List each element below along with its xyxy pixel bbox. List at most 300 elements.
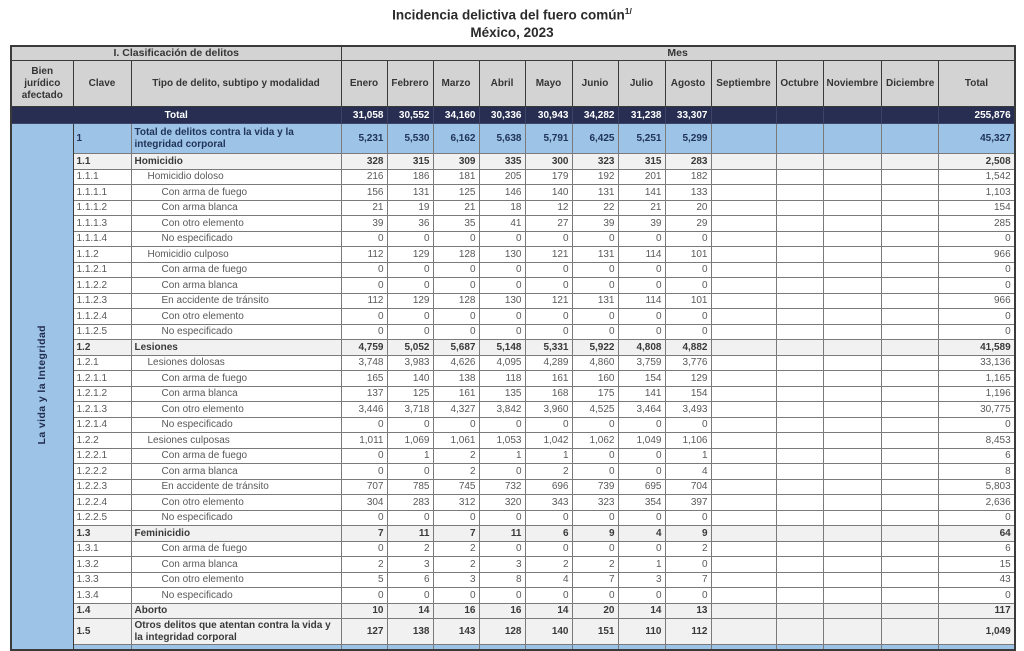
table-row-1.1.2.3 xyxy=(11,293,1015,309)
month-value: 129 xyxy=(665,371,711,387)
month-value: 6,162 xyxy=(433,124,479,154)
table-row-1.1.1 xyxy=(11,169,1015,185)
month-value: 2 xyxy=(433,557,479,573)
month-value xyxy=(776,495,823,511)
table-row-1.2.2.5 xyxy=(11,510,1015,526)
month-value xyxy=(882,603,939,619)
month-value: 127 xyxy=(341,619,387,645)
month-value: 397 xyxy=(665,495,711,511)
month-value: 41 xyxy=(479,216,525,232)
month-value: 354 xyxy=(618,495,665,511)
month-value xyxy=(776,526,823,542)
month-value: 0 xyxy=(433,510,479,526)
month-value xyxy=(882,495,939,511)
month-value: 1 xyxy=(525,448,572,464)
table-row-1.2.1.4 xyxy=(11,417,1015,433)
month-value: 0 xyxy=(618,309,665,325)
month-value: 0 xyxy=(525,588,572,604)
data-cell xyxy=(882,645,939,650)
month-value: 3,464 xyxy=(618,402,665,418)
month-value xyxy=(776,464,823,480)
month-value xyxy=(711,293,776,309)
month-value: 154 xyxy=(618,371,665,387)
row-label: Homicidio culposo xyxy=(131,247,341,263)
row-clave: 1.2.2 xyxy=(73,433,131,449)
month-value xyxy=(711,479,776,495)
month-value: 1,062 xyxy=(572,433,618,449)
month-value: 121 xyxy=(525,293,572,309)
month-value xyxy=(776,293,823,309)
month-value xyxy=(823,340,882,356)
month-value: 0 xyxy=(387,262,433,278)
month-value: 323 xyxy=(572,154,618,170)
row-clave: 1 xyxy=(73,124,131,154)
month-value xyxy=(823,526,882,542)
row-label: Con arma blanca xyxy=(131,386,341,402)
month-value: 0 xyxy=(572,324,618,340)
table-row-1.2 xyxy=(11,340,1015,356)
row-clave: 1.1.1.3 xyxy=(73,216,131,232)
row-label: Con otro elemento xyxy=(131,402,341,418)
month-value: 0 xyxy=(618,510,665,526)
month-value xyxy=(776,200,823,216)
year-total: 0 xyxy=(939,231,1015,247)
month-section-header: Mes xyxy=(341,46,1015,61)
month-value: 9 xyxy=(572,526,618,542)
month-value: 20 xyxy=(665,200,711,216)
month-value: 4 xyxy=(618,526,665,542)
month-value: 335 xyxy=(479,154,525,170)
month-value: 7 xyxy=(572,572,618,588)
data-cell xyxy=(939,645,1015,650)
table-row-1.1.1.1 xyxy=(11,185,1015,201)
month-value: 0 xyxy=(433,231,479,247)
month-value xyxy=(711,619,776,645)
year-total: 0 xyxy=(939,510,1015,526)
data-cell xyxy=(665,645,711,650)
month-value xyxy=(882,216,939,232)
month-value xyxy=(776,448,823,464)
month-value xyxy=(711,495,776,511)
month-value xyxy=(776,154,823,170)
month-value xyxy=(882,309,939,325)
month-value: 0 xyxy=(479,231,525,247)
month-value: 4,327 xyxy=(433,402,479,418)
month-value: 31,058 xyxy=(341,107,387,124)
row-label: Con arma blanca xyxy=(131,200,341,216)
row-label: No especificado xyxy=(131,510,341,526)
month-value: 0 xyxy=(341,231,387,247)
row-clave: 1.3.4 xyxy=(73,588,131,604)
month-value: 0 xyxy=(665,309,711,325)
year-total: 2,508 xyxy=(939,154,1015,170)
month-value: 6,425 xyxy=(572,124,618,154)
month-value: 0 xyxy=(479,262,525,278)
month-value xyxy=(711,262,776,278)
month-value: 5,331 xyxy=(525,340,572,356)
table-row-1.2.1.3 xyxy=(11,402,1015,418)
column-header-12: Octubre xyxy=(776,61,823,107)
month-value: 0 xyxy=(479,324,525,340)
month-value: 5,052 xyxy=(387,340,433,356)
month-value xyxy=(882,185,939,201)
month-value: 0 xyxy=(665,417,711,433)
month-value xyxy=(711,526,776,542)
month-value xyxy=(711,216,776,232)
month-value: 130 xyxy=(479,293,525,309)
month-value: 0 xyxy=(341,541,387,557)
month-value xyxy=(823,619,882,645)
month-value: 110 xyxy=(618,619,665,645)
month-value: 33,307 xyxy=(665,107,711,124)
month-value: 175 xyxy=(572,386,618,402)
month-value: 0 xyxy=(341,510,387,526)
month-value: 131 xyxy=(572,293,618,309)
month-value xyxy=(882,433,939,449)
month-value: 0 xyxy=(433,324,479,340)
year-total: 45,327 xyxy=(939,124,1015,154)
month-value xyxy=(776,541,823,557)
month-value xyxy=(823,433,882,449)
month-value xyxy=(882,371,939,387)
month-value: 315 xyxy=(618,154,665,170)
table-row-1.1.2.2 xyxy=(11,278,1015,294)
month-value: 1,049 xyxy=(618,433,665,449)
table-row-1.3.2 xyxy=(11,557,1015,573)
month-value xyxy=(776,603,823,619)
month-value xyxy=(823,324,882,340)
row-clave: 1.2 xyxy=(73,340,131,356)
month-value: 0 xyxy=(572,231,618,247)
month-value: 138 xyxy=(387,619,433,645)
month-value xyxy=(776,557,823,573)
year-total: 5,803 xyxy=(939,479,1015,495)
month-value: 8 xyxy=(479,572,525,588)
row-clave: 1.2.1.4 xyxy=(73,417,131,433)
month-value: 14 xyxy=(387,603,433,619)
month-value: 6 xyxy=(525,526,572,542)
month-value: 283 xyxy=(665,154,711,170)
month-value: 4,289 xyxy=(525,355,572,371)
year-total: 1,196 xyxy=(939,386,1015,402)
month-value: 128 xyxy=(479,619,525,645)
month-value: 1 xyxy=(618,557,665,573)
month-value: 31,238 xyxy=(618,107,665,124)
month-value: 1,042 xyxy=(525,433,572,449)
month-value xyxy=(776,324,823,340)
year-total: 0 xyxy=(939,309,1015,325)
month-value: 0 xyxy=(618,278,665,294)
month-value: 4,759 xyxy=(341,340,387,356)
month-value xyxy=(776,572,823,588)
row-clave: 1.1 xyxy=(73,154,131,170)
month-value: 304 xyxy=(341,495,387,511)
month-value: 16 xyxy=(479,603,525,619)
month-value xyxy=(776,247,823,263)
month-value xyxy=(882,619,939,645)
month-value: 7 xyxy=(341,526,387,542)
month-value: 186 xyxy=(387,169,433,185)
row-label: Aborto xyxy=(131,603,341,619)
month-value: 140 xyxy=(525,185,572,201)
column-header-7: Mayo xyxy=(525,61,572,107)
month-value: 5,638 xyxy=(479,124,525,154)
page-subtitle: México, 2023 xyxy=(470,24,554,40)
row-clave: 1.2.2.3 xyxy=(73,479,131,495)
month-value xyxy=(882,262,939,278)
table-row-1.2.2.4 xyxy=(11,495,1015,511)
table-row-1.3.4 xyxy=(11,588,1015,604)
month-value: 140 xyxy=(387,371,433,387)
year-total: 41,589 xyxy=(939,340,1015,356)
month-value: 7 xyxy=(665,572,711,588)
month-value: 216 xyxy=(341,169,387,185)
month-value: 0 xyxy=(618,541,665,557)
month-value xyxy=(882,247,939,263)
column-header-9: Julio xyxy=(618,61,665,107)
month-value: 1,053 xyxy=(479,433,525,449)
month-value: 125 xyxy=(387,386,433,402)
month-value: 179 xyxy=(525,169,572,185)
month-value xyxy=(776,510,823,526)
data-cell xyxy=(711,645,776,650)
month-value: 0 xyxy=(387,417,433,433)
month-value xyxy=(823,262,882,278)
month-value xyxy=(711,464,776,480)
month-value: 20 xyxy=(572,603,618,619)
month-value: 141 xyxy=(618,386,665,402)
row-label: Con arma de fuego xyxy=(131,185,341,201)
month-value: 140 xyxy=(525,619,572,645)
month-value: 3,960 xyxy=(525,402,572,418)
row-label: Homicidio doloso xyxy=(131,169,341,185)
row-clave: 1.1.1.2 xyxy=(73,200,131,216)
row-label: Homicidio xyxy=(131,154,341,170)
table-row-1.1.2.5 xyxy=(11,324,1015,340)
month-value xyxy=(823,510,882,526)
month-value: 11 xyxy=(479,526,525,542)
month-value: 114 xyxy=(618,247,665,263)
year-total: 1,542 xyxy=(939,169,1015,185)
month-value: 3,759 xyxy=(618,355,665,371)
table-row-1.1.1.2 xyxy=(11,200,1015,216)
month-value: 0 xyxy=(387,464,433,480)
row-label: No especificado xyxy=(131,231,341,247)
month-value xyxy=(823,448,882,464)
month-value xyxy=(711,169,776,185)
month-value: 14 xyxy=(525,603,572,619)
month-value: 30,336 xyxy=(479,107,525,124)
month-value: 29 xyxy=(665,216,711,232)
month-value xyxy=(776,169,823,185)
month-value: 39 xyxy=(341,216,387,232)
month-value: 0 xyxy=(618,324,665,340)
data-cell xyxy=(776,645,823,650)
month-value: 0 xyxy=(665,588,711,604)
month-value: 21 xyxy=(433,200,479,216)
table-row-1 xyxy=(11,124,1015,154)
month-value: 0 xyxy=(618,448,665,464)
month-value: 3,493 xyxy=(665,402,711,418)
month-value xyxy=(711,247,776,263)
row-clave: 1.4 xyxy=(73,603,131,619)
month-value: 4,808 xyxy=(618,340,665,356)
month-value xyxy=(882,293,939,309)
table-row-1.5 xyxy=(11,619,1015,645)
month-value xyxy=(823,417,882,433)
month-value: 205 xyxy=(479,169,525,185)
month-value: 0 xyxy=(618,262,665,278)
month-value: 1 xyxy=(665,448,711,464)
row-label: Con arma de fuego xyxy=(131,541,341,557)
month-value: 22 xyxy=(572,200,618,216)
row-clave: 1.1.2.2 xyxy=(73,278,131,294)
month-value: 312 xyxy=(433,495,479,511)
month-value: 201 xyxy=(618,169,665,185)
table-row-1.3 xyxy=(11,526,1015,542)
month-value xyxy=(823,479,882,495)
row-label: En accidente de tránsito xyxy=(131,479,341,495)
month-value: 328 xyxy=(341,154,387,170)
month-value: 5,922 xyxy=(572,340,618,356)
month-value xyxy=(882,154,939,170)
month-value: 2 xyxy=(572,557,618,573)
table-row-1.2.2.2 xyxy=(11,464,1015,480)
month-value xyxy=(823,386,882,402)
row-clave: 1.1.1.1 xyxy=(73,185,131,201)
row-label: Lesiones culposas xyxy=(131,433,341,449)
year-total: 33,136 xyxy=(939,355,1015,371)
month-value xyxy=(711,154,776,170)
year-total: 255,876 xyxy=(939,107,1015,124)
month-value: 0 xyxy=(341,324,387,340)
month-value: 12 xyxy=(525,200,572,216)
month-value: 0 xyxy=(341,278,387,294)
page-title-text: Incidencia delictiva del fuero común xyxy=(392,7,625,23)
month-value xyxy=(882,324,939,340)
month-value: 160 xyxy=(572,371,618,387)
month-value xyxy=(711,603,776,619)
month-value xyxy=(882,448,939,464)
month-value: 0 xyxy=(341,464,387,480)
column-header-1: Clave xyxy=(73,61,131,107)
row-label: Con otro elemento xyxy=(131,216,341,232)
month-value xyxy=(882,557,939,573)
year-total: 8,453 xyxy=(939,433,1015,449)
month-value: 128 xyxy=(433,247,479,263)
header-section-row xyxy=(11,46,1015,61)
month-value: 0 xyxy=(572,448,618,464)
month-value: 315 xyxy=(387,154,433,170)
month-value: 0 xyxy=(341,309,387,325)
month-value: 2 xyxy=(433,541,479,557)
row-label: Con otro elemento xyxy=(131,572,341,588)
month-value: 129 xyxy=(387,293,433,309)
month-value xyxy=(711,557,776,573)
month-value xyxy=(711,185,776,201)
month-value xyxy=(823,402,882,418)
month-value xyxy=(823,169,882,185)
month-value xyxy=(882,355,939,371)
row-clave: 1.1.1 xyxy=(73,169,131,185)
month-value xyxy=(882,479,939,495)
table-row-1.1.2.1 xyxy=(11,262,1015,278)
month-value xyxy=(823,278,882,294)
month-value xyxy=(776,340,823,356)
month-value: 0 xyxy=(387,324,433,340)
month-value: 154 xyxy=(665,386,711,402)
month-value xyxy=(776,619,823,645)
month-value: 0 xyxy=(479,588,525,604)
month-value: 161 xyxy=(525,371,572,387)
month-value: 39 xyxy=(572,216,618,232)
month-value: 9 xyxy=(665,526,711,542)
column-header-4: Febrero xyxy=(387,61,433,107)
month-value xyxy=(882,231,939,247)
month-value xyxy=(882,169,939,185)
month-value: 156 xyxy=(341,185,387,201)
month-value: 125 xyxy=(433,185,479,201)
month-value: 0 xyxy=(479,464,525,480)
month-value xyxy=(882,402,939,418)
month-value xyxy=(882,340,939,356)
month-value xyxy=(711,541,776,557)
row-label: Con otro elemento xyxy=(131,309,341,325)
month-value xyxy=(776,278,823,294)
month-value xyxy=(823,309,882,325)
month-value xyxy=(823,231,882,247)
year-total: 0 xyxy=(939,324,1015,340)
grand-total-row xyxy=(11,107,1015,124)
column-header-0: Bien jurídico afectado xyxy=(11,61,73,107)
column-header-6: Abril xyxy=(479,61,525,107)
month-value xyxy=(776,355,823,371)
month-value: 0 xyxy=(525,309,572,325)
grand-total-label: Total xyxy=(11,107,341,124)
row-clave: 1.2.2.1 xyxy=(73,448,131,464)
month-value xyxy=(711,448,776,464)
row-clave: 1.2.2.2 xyxy=(73,464,131,480)
month-value: 3,446 xyxy=(341,402,387,418)
month-value: 0 xyxy=(433,417,479,433)
year-total: 1,165 xyxy=(939,371,1015,387)
month-value xyxy=(776,124,823,154)
month-value: 0 xyxy=(618,417,665,433)
month-value: 2 xyxy=(525,464,572,480)
month-value xyxy=(823,200,882,216)
month-value xyxy=(882,510,939,526)
month-value: 0 xyxy=(572,464,618,480)
month-value: 3,718 xyxy=(387,402,433,418)
month-value xyxy=(776,185,823,201)
month-value xyxy=(711,124,776,154)
month-value: 323 xyxy=(572,495,618,511)
month-value: 4,860 xyxy=(572,355,618,371)
row-label: Con arma de fuego xyxy=(131,448,341,464)
row-label: No especificado xyxy=(131,588,341,604)
month-value: 5 xyxy=(341,572,387,588)
column-header-8: Junio xyxy=(572,61,618,107)
year-total: 966 xyxy=(939,247,1015,263)
row-label: Lesiones dolosas xyxy=(131,355,341,371)
month-value xyxy=(823,557,882,573)
month-value xyxy=(882,541,939,557)
month-value: 1 xyxy=(387,448,433,464)
month-value xyxy=(882,386,939,402)
month-value xyxy=(823,247,882,263)
year-total: 8 xyxy=(939,464,1015,480)
month-value xyxy=(776,371,823,387)
